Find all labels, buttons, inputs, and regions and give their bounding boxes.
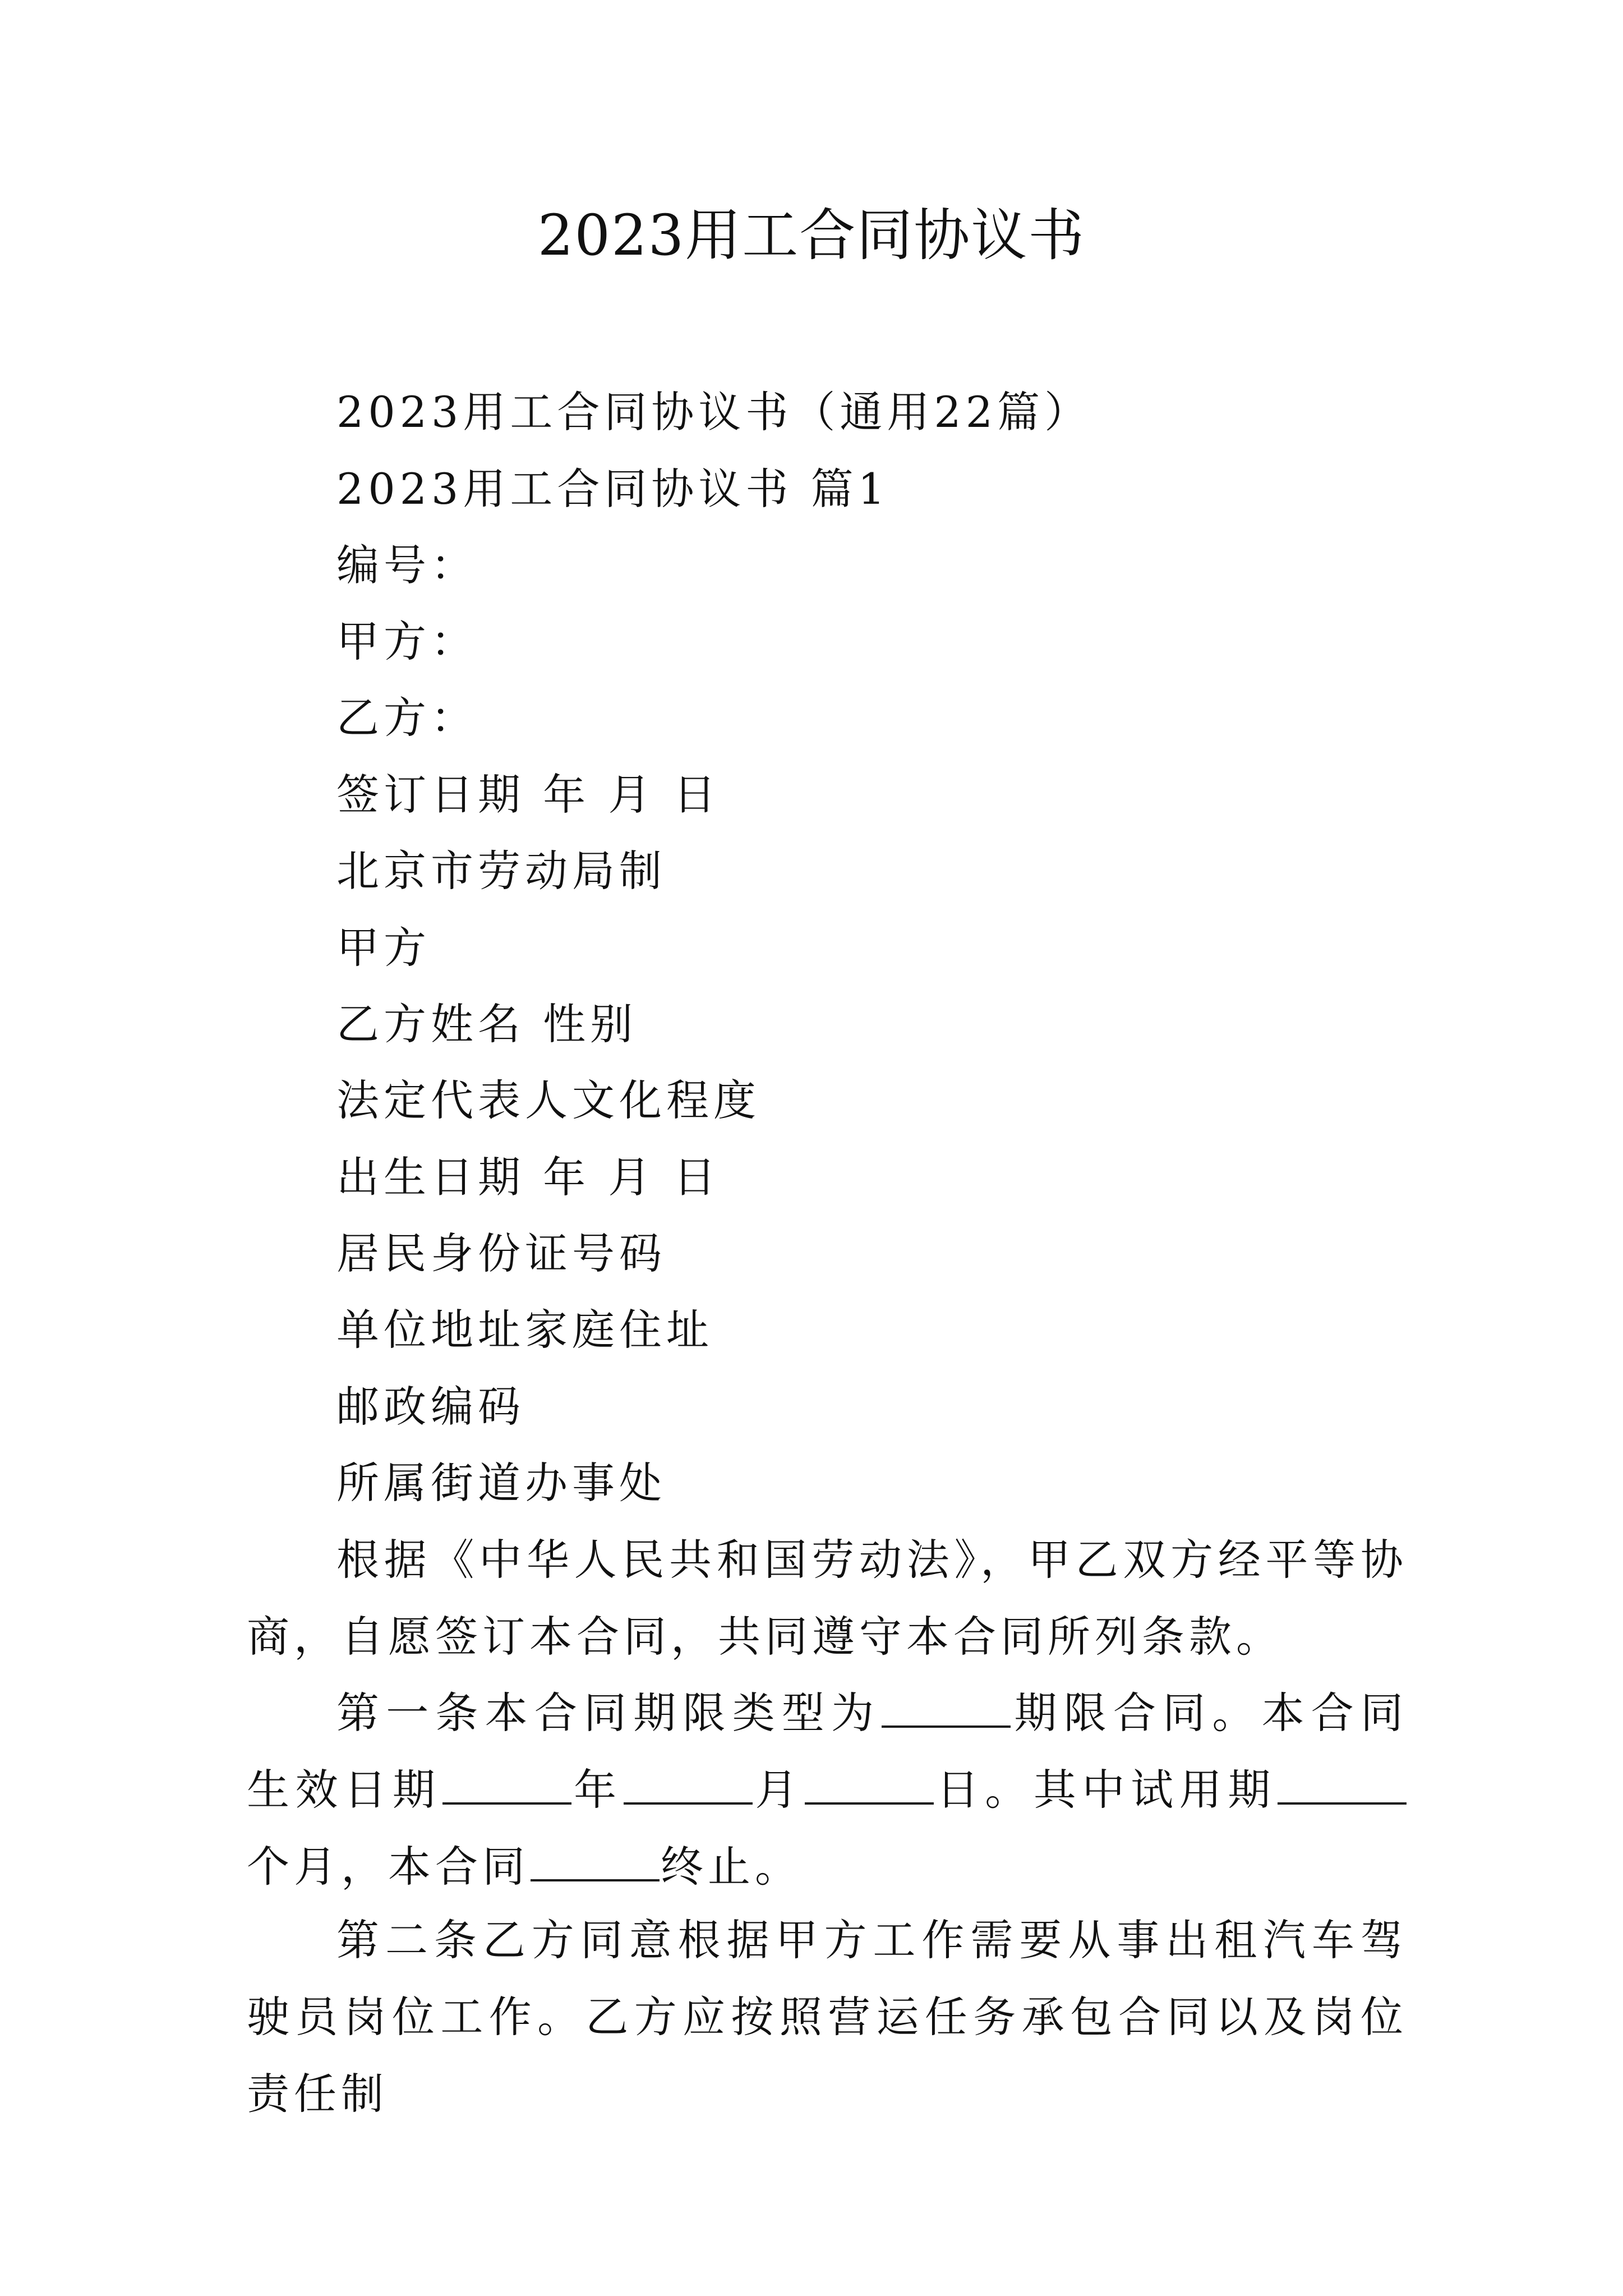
field-party-a-label: 甲方: [336, 923, 431, 973]
field-party-a: 甲方：: [336, 616, 478, 666]
article-1-text-7: 终止。: [661, 1842, 802, 1892]
field-name-gender: 乙方姓名 性别: [336, 999, 638, 1049]
article-1-text-4: 月: [753, 1765, 804, 1815]
field-postal-code: 邮政编码: [336, 1382, 525, 1432]
field-street-office: 所属街道办事处: [336, 1458, 666, 1508]
blank-end: [531, 1840, 660, 1881]
field-address: 单位地址家庭住址: [336, 1305, 713, 1355]
blank-year: [442, 1763, 571, 1805]
article-1-text-6: 个月，本合同: [247, 1842, 529, 1892]
article-1-text-1: 第一条本合同期限类型为: [336, 1688, 881, 1738]
field-id-number: 居民身份证号码: [336, 1228, 666, 1278]
field-legal-rep-education: 法定代表人文化程度: [336, 1075, 760, 1125]
intro-paragraph: 根据《中华人民共和国劳动法》，甲乙双方经平等协商，自愿签订本合同，共同遵守本合同所列条款。: [247, 1535, 1408, 1662]
subtitle-line: 2023用工合同协议书（通用22篇）: [336, 387, 1092, 437]
article-1-text-5: 日。其中试用期: [935, 1765, 1276, 1815]
blank-month: [624, 1763, 753, 1805]
field-party-b: 乙方：: [336, 693, 478, 743]
field-issuer: 北京市劳动局制: [336, 846, 666, 896]
field-birth-date: 出生日期 年 月 日: [336, 1152, 721, 1202]
blank-day: [805, 1763, 934, 1805]
blank-probation: [1278, 1763, 1407, 1805]
article-2-paragraph: 第二条乙方同意根据甲方工作需要从事出租汽车驾驶员岗位工作。乙方应按照营运任务承包合同以及岗位责任制: [247, 1915, 1408, 2119]
article-1-text-2: 期限合同。本合同生效日期: [247, 1688, 1408, 1815]
blank-contract-type: [882, 1686, 1011, 1728]
field-number: 编号：: [336, 540, 478, 590]
article-1-paragraph: [247, 1674, 1408, 1905]
document-title: 2023用工合同协议书: [537, 203, 1086, 268]
section-heading: 2023用工合同协议书 篇1: [336, 464, 889, 514]
field-sign-date: 签订日期 年 月 日: [336, 770, 721, 820]
article-1-text-3: 年: [572, 1765, 623, 1815]
